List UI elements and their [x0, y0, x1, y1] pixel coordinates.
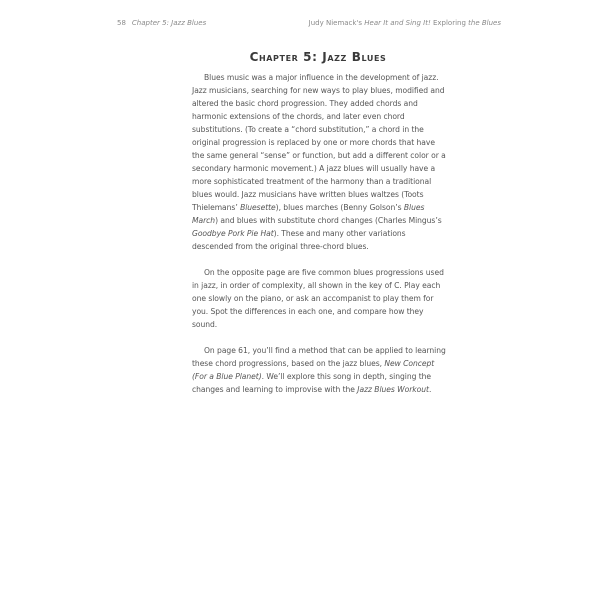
- text-run: .: [428, 385, 432, 394]
- text-run: On the opposite page are five common blues progressions used in jazz, in order of complexity, all shown in the key of C. Play each one slowly on the piano, or ask an accompanist to play them for you. Spot the differences in each one, and compare how they sound.: [192, 268, 444, 329]
- text-run: On page 61, you’ll find a method that can be applied to learning these chord progressions, based on the jazz blues,: [192, 346, 446, 368]
- paragraph: [192, 266, 446, 331]
- italic-title: Bluesette: [240, 203, 276, 212]
- text-run: ), blues marches (Benny Golson’s: [275, 203, 404, 212]
- text-run: Blues music was a major influence in the development of jazz. Jazz musicians, searching for new ways to play blues, modified and altered the basic chord progression. They added chords and harmonic extensions of the chords, and later even chord substitutions. (To create a “chord substitution,” a chord in the original progression is replaced by one or more chords that have the same general “sense” or function, but add a different color or a secondary harmonic movement.) A jazz blues will usually have a more sophisticated treatment of the harmony than a traditional blues would. Jazz musicians have written blues waltzes (Toots Thielemans’: [192, 73, 446, 212]
- italic-title: New Concept (For a Blue Planet): [192, 359, 435, 381]
- chapter-title: Chapter 5: Jazz Blues: [249, 50, 387, 64]
- paragraph: [192, 344, 446, 396]
- book-subtitle-italic: the Blues: [468, 19, 501, 27]
- italic-title: Jazz Blues Workout: [357, 385, 429, 394]
- paragraph: [192, 71, 446, 253]
- italic-title: Goodbye Pork Pie Hat: [192, 229, 274, 238]
- book-title: Hear It and Sing It!: [364, 19, 431, 27]
- page-number: 58: [117, 19, 126, 27]
- book-subtitle-plain: Exploring: [430, 19, 469, 27]
- running-head-left: [117, 19, 206, 27]
- book-author: Judy Niemack's: [308, 19, 365, 27]
- running-head-right: [309, 19, 501, 27]
- text-run: ) and blues with substitute chord changes (Charles Mingus’s: [215, 216, 442, 225]
- text-run: . We’ll explore this song in depth, singing the changes and learning to improvise with the: [192, 372, 432, 394]
- text-run: ). These and many other variations descended from the original three-chord blues.: [192, 229, 406, 251]
- running-head-chapter: Chapter 5: Jazz Blues: [131, 19, 207, 27]
- body-text: [192, 71, 446, 409]
- running-head: [117, 19, 501, 31]
- italic-title: Blues March: [192, 203, 425, 225]
